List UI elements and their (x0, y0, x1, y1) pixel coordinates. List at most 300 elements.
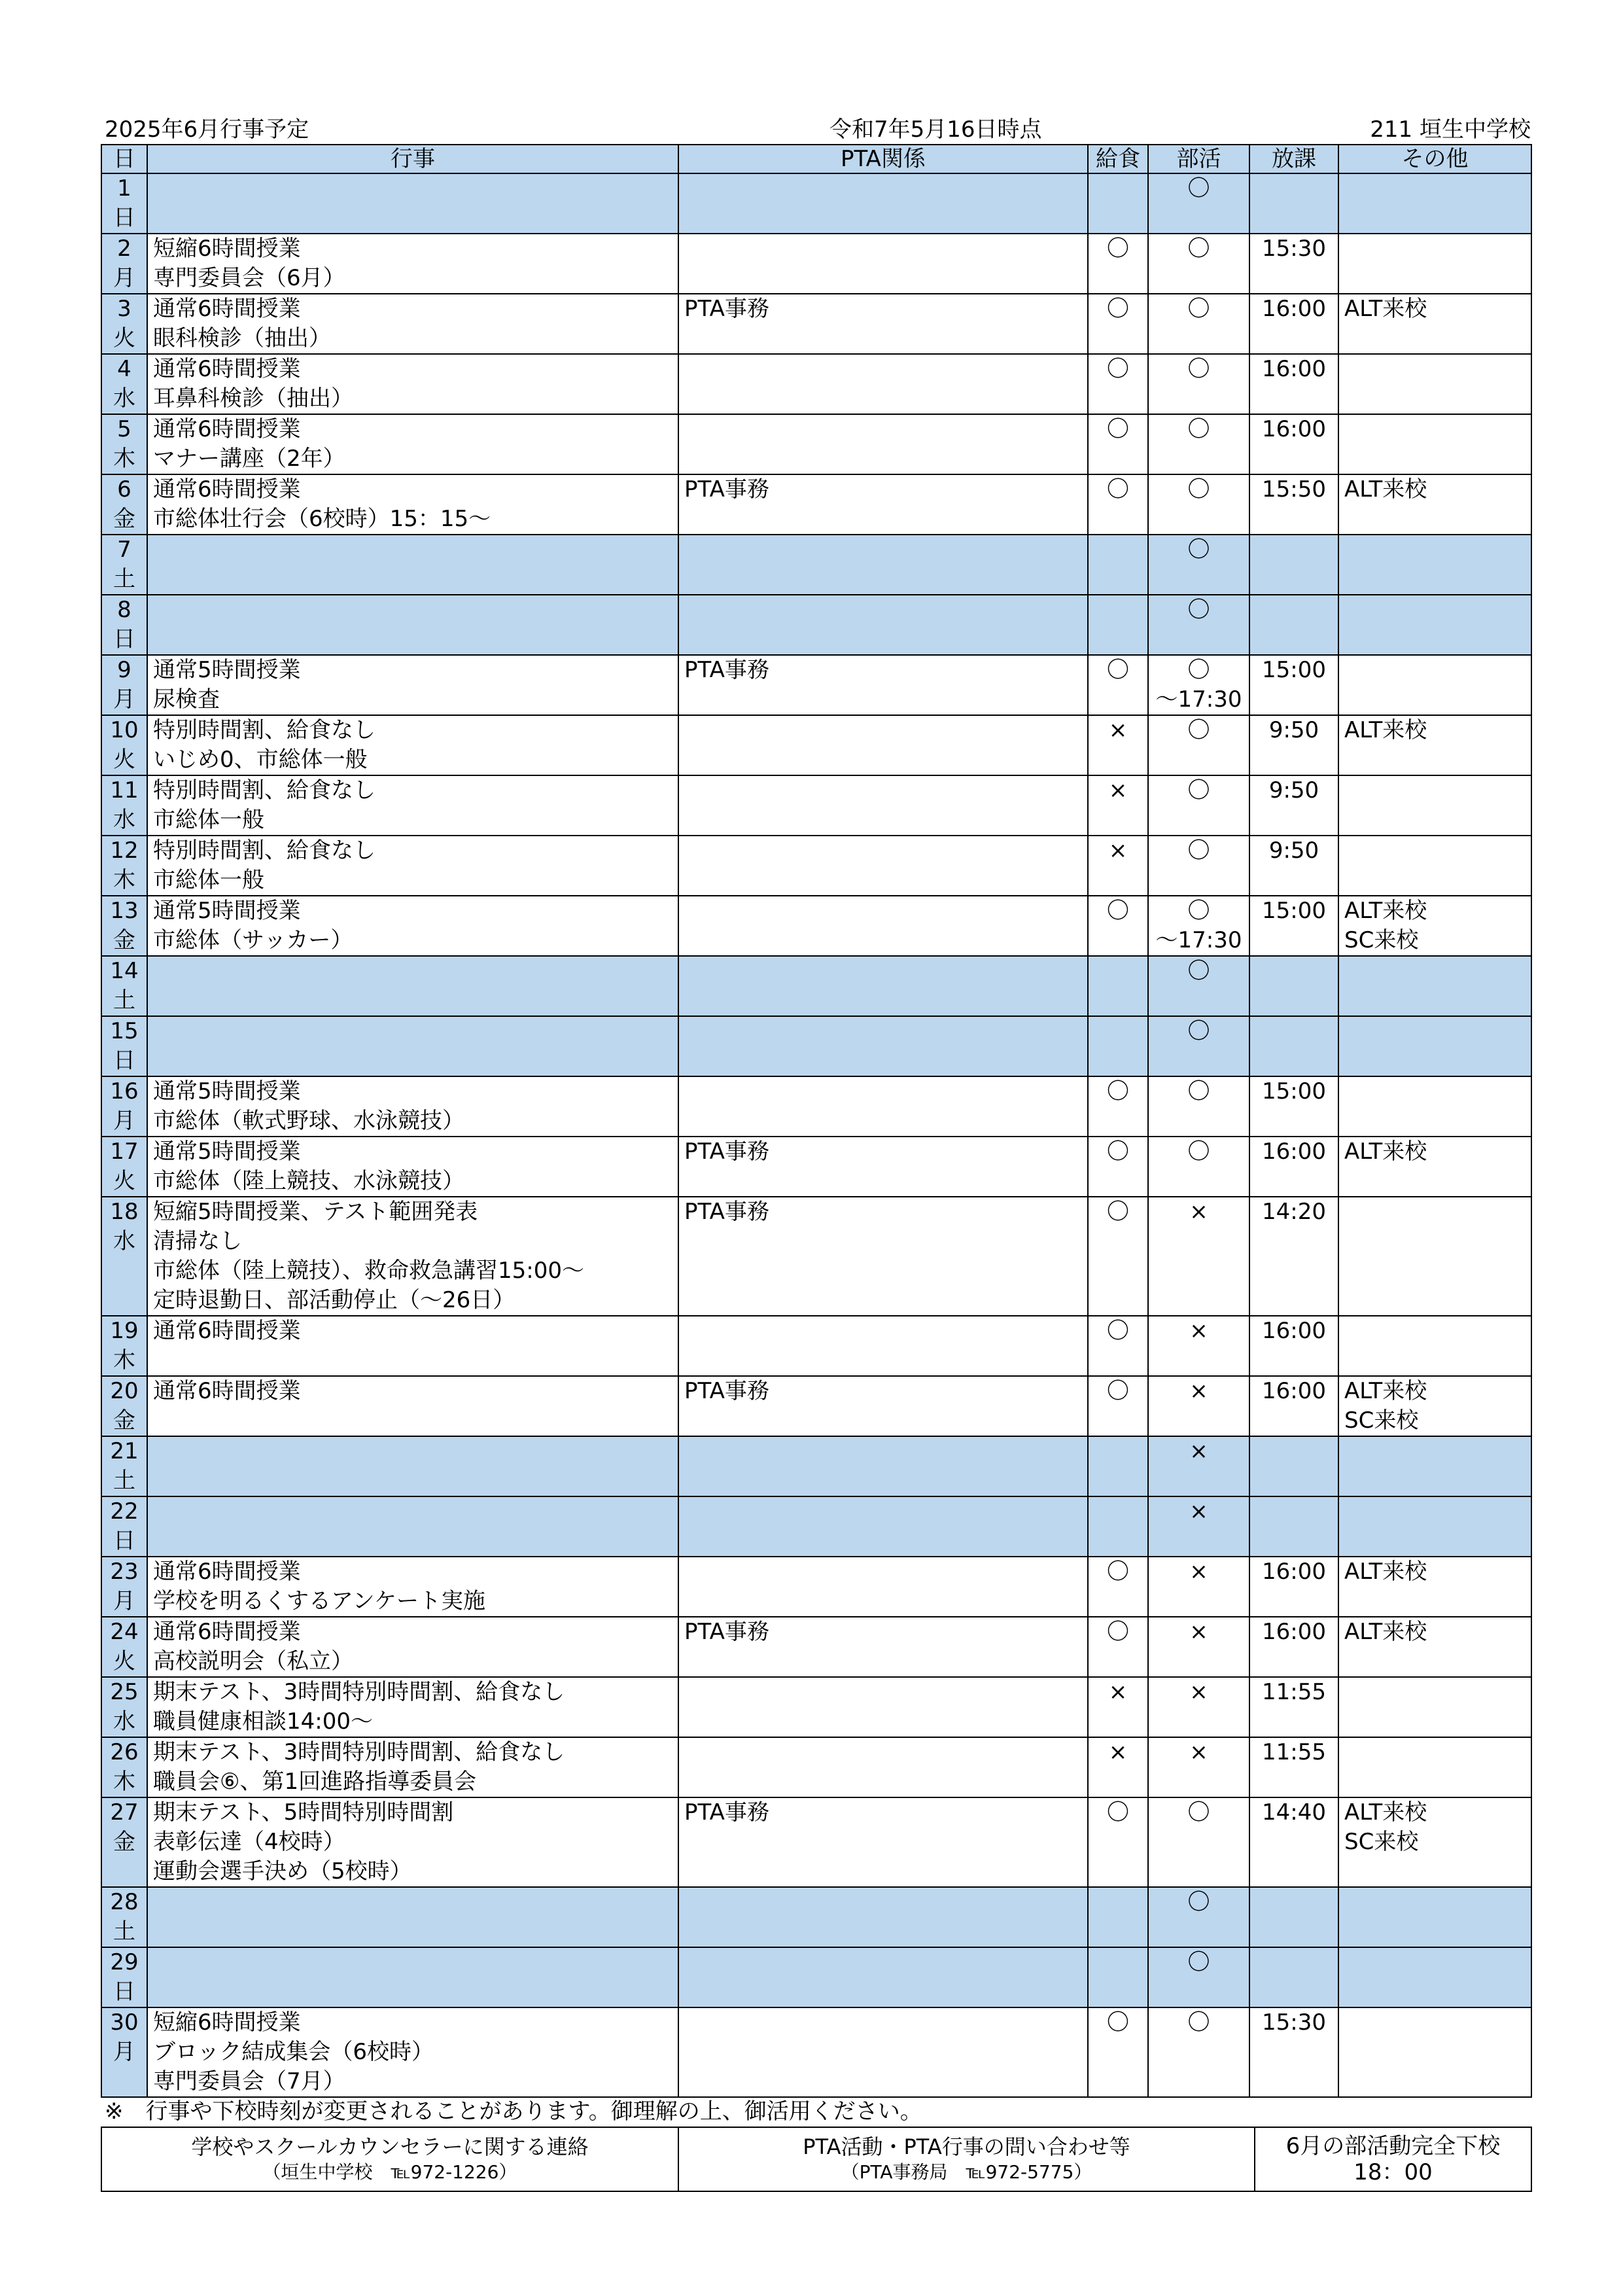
day-number: 23 (110, 1559, 139, 1585)
col-header-pta: PTA関係 (678, 145, 1088, 173)
dismissal-cell (1249, 1436, 1338, 1496)
event-cell (147, 2007, 678, 2097)
event-line: 通常6時間授業 (153, 1318, 301, 1344)
club-cell (1148, 1436, 1249, 1496)
club-line: 〇 (1187, 1139, 1210, 1165)
event-line: 市総体（陸上競技）、救命救急講習15:00～ (153, 1258, 584, 1284)
weekday: 金 (113, 506, 135, 532)
weekday: 月 (113, 1588, 135, 1614)
club-line: ～17:30 (1155, 686, 1242, 713)
pta-cell (678, 1496, 1088, 1557)
event-line: 定時退勤日、部活動停止（～26日） (153, 1287, 515, 1313)
club-cell (1148, 1947, 1249, 2007)
as-of-date: 令和7年5月16日時点 (829, 116, 1042, 143)
lunch-cell: 〇 (1088, 1137, 1148, 1197)
day-cell (101, 775, 147, 836)
other-line: ALT来校 (1344, 1378, 1427, 1404)
other-cell (1338, 1617, 1531, 1677)
dismissal-cell: 14:40 (1249, 1797, 1338, 1887)
day-number: 5 (117, 416, 131, 442)
other-cell (1338, 1016, 1531, 1076)
dismissal-cell (1249, 535, 1338, 595)
dismissal-cell: 15:30 (1249, 234, 1338, 294)
lunch-cell: 〇 (1088, 1797, 1148, 1887)
event-cell (147, 1557, 678, 1617)
other-cell (1338, 836, 1531, 896)
dismissal-cell: 16:00 (1249, 1557, 1338, 1617)
dismissal-cell: 16:00 (1249, 1137, 1338, 1197)
event-line: 通常6時間授業 (153, 1559, 301, 1585)
weekday: 水 (113, 807, 135, 833)
day-cell (101, 1316, 147, 1376)
event-line: 通常5時間授業 (153, 898, 301, 924)
table-row (101, 836, 1531, 896)
col-header-other: その他 (1338, 145, 1531, 173)
event-line: 期末テスト、3時間特別時間割、給食なし (153, 1679, 565, 1705)
table-row (101, 1557, 1531, 1617)
lunch-cell (1088, 535, 1148, 595)
event-line: 期末テスト、3時間特別時間割、給食なし (153, 1739, 565, 1765)
lunch-cell (1088, 1887, 1148, 1947)
schedule-body (101, 173, 1531, 2097)
day-number: 8 (117, 597, 131, 623)
event-line: 市総体（陸上競技、水泳競技） (153, 1168, 464, 1194)
day-cell (101, 595, 147, 655)
event-line: 通常5時間授業 (153, 1078, 301, 1104)
weekday: 金 (113, 1407, 135, 1434)
table-row (101, 1677, 1531, 1737)
dismissal-cell: 14:20 (1249, 1197, 1338, 1316)
lunch-cell (1088, 956, 1148, 1016)
lunch-cell (1088, 1947, 1148, 2007)
weekday: 月 (113, 2039, 135, 2065)
event-cell (147, 173, 678, 234)
day-cell (101, 655, 147, 715)
dismissal-cell: 15:50 (1249, 474, 1338, 535)
dismissal-cell: 11:55 (1249, 1677, 1338, 1737)
table-row (101, 354, 1531, 414)
table-row (101, 2007, 1531, 2097)
other-cell (1338, 1436, 1531, 1496)
event-cell (147, 535, 678, 595)
other-line: ALT来校 (1344, 717, 1427, 743)
schedule-table (101, 144, 1532, 2098)
table-row (101, 715, 1531, 775)
other-line: ALT来校 (1344, 1139, 1427, 1165)
day-cell (101, 474, 147, 535)
club-end-time: 18：00 (1353, 2159, 1433, 2185)
club-cell (1148, 1887, 1249, 1947)
event-cell (147, 896, 678, 956)
dismissal-cell: 15:00 (1249, 896, 1338, 956)
event-cell (147, 1947, 678, 2007)
pta-cell (678, 173, 1088, 234)
table-row (101, 1617, 1531, 1677)
lunch-cell: × (1088, 1677, 1148, 1737)
lunch-cell (1088, 1016, 1148, 1076)
event-cell (147, 1436, 678, 1496)
pta-cell (678, 1436, 1088, 1496)
club-line: 〇 (1187, 175, 1210, 202)
club-line: 〇 (1187, 717, 1210, 743)
pta-cell (678, 2007, 1088, 2097)
lunch-cell: × (1088, 1737, 1148, 1797)
lunch-cell: 〇 (1088, 234, 1148, 294)
table-row (101, 1797, 1531, 1887)
club-line: × (1189, 1619, 1208, 1645)
event-cell (147, 775, 678, 836)
dismissal-cell: 16:00 (1249, 294, 1338, 354)
lunch-cell: 〇 (1088, 655, 1148, 715)
event-cell (147, 715, 678, 775)
event-line: 通常6時間授業 (153, 296, 301, 322)
club-line: 〇 (1187, 2009, 1210, 2036)
day-number: 27 (110, 1799, 139, 1826)
pta-cell (678, 1947, 1088, 2007)
club-cell (1148, 1557, 1249, 1617)
day-cell (101, 1617, 147, 1677)
school-contact-box (101, 2127, 678, 2191)
other-cell (1338, 775, 1531, 836)
weekday: 水 (113, 385, 135, 412)
other-cell (1338, 655, 1531, 715)
event-line: 専門委員会（6月） (153, 265, 345, 291)
event-line: 短縮5時間授業、テスト範囲発表 (153, 1199, 478, 1225)
club-line: × (1189, 1199, 1208, 1225)
dismissal-cell (1249, 173, 1338, 234)
weekday: 火 (113, 1648, 135, 1674)
club-line: 〇 (1187, 1949, 1210, 1975)
other-cell (1338, 1376, 1531, 1436)
table-row (101, 595, 1531, 655)
event-cell (147, 836, 678, 896)
day-cell (101, 956, 147, 1016)
lunch-cell (1088, 173, 1148, 234)
table-row (101, 1376, 1531, 1436)
club-line: × (1189, 1679, 1208, 1705)
weekday: 金 (113, 1829, 135, 1855)
table-row (101, 474, 1531, 535)
pta-cell (678, 414, 1088, 474)
pta-cell (678, 535, 1088, 595)
club-line: 〇 (1187, 958, 1210, 984)
day-number: 22 (110, 1498, 139, 1525)
day-number: 25 (110, 1679, 139, 1705)
event-cell (147, 1677, 678, 1737)
day-cell (101, 1197, 147, 1316)
event-line: 清掃なし (153, 1228, 242, 1254)
event-cell (147, 1737, 678, 1797)
event-line: 運動会選手決め（5校時） (153, 1858, 412, 1884)
day-cell (101, 354, 147, 414)
club-line: 〇 (1187, 356, 1210, 382)
weekday: 日 (113, 1048, 135, 1074)
day-number: 10 (110, 717, 139, 743)
pta-cell: PTA事務 (678, 1617, 1088, 1677)
table-row (101, 1016, 1531, 1076)
col-header-lunch: 給食 (1088, 145, 1148, 173)
lunch-cell: 〇 (1088, 2007, 1148, 2097)
other-cell (1338, 1076, 1531, 1137)
day-cell (101, 1887, 147, 1947)
other-cell (1338, 896, 1531, 956)
club-line: × (1189, 1739, 1208, 1765)
lunch-cell: × (1088, 715, 1148, 775)
event-cell (147, 595, 678, 655)
other-cell (1338, 1947, 1531, 2007)
club-cell (1148, 294, 1249, 354)
pta-cell: PTA事務 (678, 1376, 1088, 1436)
club-line: 〇 (1187, 296, 1210, 322)
event-line: 表彰伝達（4校時） (153, 1829, 345, 1855)
club-line: 〇 (1187, 838, 1210, 864)
event-cell (147, 414, 678, 474)
col-header-dismissal: 放課 (1249, 145, 1338, 173)
event-line: 特別時間割、給食なし (153, 717, 375, 743)
other-line: ALT来校 (1344, 1559, 1427, 1585)
day-number: 20 (110, 1378, 139, 1404)
col-header-event: 行事 (147, 145, 678, 173)
day-number: 14 (110, 958, 139, 984)
pta-cell (678, 595, 1088, 655)
lunch-cell: 〇 (1088, 354, 1148, 414)
other-cell (1338, 595, 1531, 655)
club-line: 〇 (1187, 236, 1210, 262)
dismissal-cell: 16:00 (1249, 414, 1338, 474)
table-row (101, 896, 1531, 956)
day-cell (101, 173, 147, 234)
weekday: 木 (113, 867, 135, 893)
table-row (101, 956, 1531, 1016)
club-cell (1148, 715, 1249, 775)
club-cell (1148, 775, 1249, 836)
pta-cell (678, 775, 1088, 836)
table-row (101, 1197, 1531, 1316)
event-line: 短縮6時間授業 (153, 2009, 301, 2036)
club-cell (1148, 474, 1249, 535)
event-line: 期末テスト、5時間特別時間割 (153, 1799, 454, 1826)
pta-contact-box (678, 2127, 1255, 2191)
day-cell (101, 414, 147, 474)
table-row (101, 1436, 1531, 1496)
club-line: 〇 (1187, 476, 1210, 503)
day-cell (101, 2007, 147, 2097)
club-cell (1148, 1737, 1249, 1797)
other-line: SC来校 (1344, 927, 1419, 953)
table-row (101, 294, 1531, 354)
pta-contact-title: PTA活動・PTA行事の問い合わせ等 (803, 2134, 1130, 2159)
table-row (101, 775, 1531, 836)
club-cell (1148, 956, 1249, 1016)
lunch-cell: × (1088, 775, 1148, 836)
weekday: 日 (113, 1528, 135, 1554)
weekday: 木 (113, 1769, 135, 1795)
event-cell (147, 474, 678, 535)
other-cell (1338, 2007, 1531, 2097)
other-cell (1338, 1137, 1531, 1197)
club-end-box (1255, 2127, 1531, 2191)
lunch-cell: 〇 (1088, 414, 1148, 474)
day-number: 16 (110, 1078, 139, 1104)
weekday: 金 (113, 927, 135, 953)
event-cell (147, 655, 678, 715)
weekday: 土 (113, 987, 135, 1014)
day-cell (101, 836, 147, 896)
pta-cell: PTA事務 (678, 1197, 1088, 1316)
page-title: 2025年6月行事予定 (105, 116, 309, 143)
event-line: 通常5時間授業 (153, 1139, 301, 1165)
dismissal-cell (1249, 1496, 1338, 1557)
day-number: 2 (117, 236, 131, 262)
club-line: × (1189, 1378, 1208, 1404)
dismissal-cell: 11:55 (1249, 1737, 1338, 1797)
pta-cell (678, 1316, 1088, 1376)
club-line: ～17:30 (1155, 927, 1242, 953)
other-cell (1338, 173, 1531, 234)
lunch-cell: 〇 (1088, 1076, 1148, 1137)
event-cell (147, 294, 678, 354)
day-number: 9 (117, 657, 131, 683)
table-row (101, 1316, 1531, 1376)
day-cell (101, 1137, 147, 1197)
other-cell (1338, 1677, 1531, 1737)
weekday: 月 (113, 265, 135, 291)
other-cell (1338, 715, 1531, 775)
table-header-row (101, 145, 1531, 173)
day-number: 30 (110, 2009, 139, 2036)
day-cell (101, 1376, 147, 1436)
day-number: 29 (110, 1949, 139, 1975)
dismissal-cell (1249, 1016, 1338, 1076)
club-cell (1148, 1376, 1249, 1436)
event-cell (147, 354, 678, 414)
other-line: ALT来校 (1344, 898, 1427, 924)
dismissal-cell: 16:00 (1249, 1376, 1338, 1436)
club-line: 〇 (1187, 898, 1210, 924)
dismissal-cell: 16:00 (1249, 1316, 1338, 1376)
other-cell (1338, 474, 1531, 535)
pta-cell (678, 1737, 1088, 1797)
event-line: 職員健康相談14:00～ (153, 1708, 373, 1735)
club-cell (1148, 1496, 1249, 1557)
weekday: 水 (113, 1708, 135, 1735)
club-cell (1148, 234, 1249, 294)
dismissal-cell: 16:00 (1249, 1617, 1338, 1677)
event-cell (147, 1137, 678, 1197)
weekday: 月 (113, 1108, 135, 1134)
weekday: 土 (113, 566, 135, 592)
weekday: 火 (113, 747, 135, 773)
day-cell (101, 1496, 147, 1557)
event-line: 通常6時間授業 (153, 416, 301, 442)
club-cell (1148, 535, 1249, 595)
day-number: 13 (110, 898, 139, 924)
lunch-cell: × (1088, 836, 1148, 896)
pta-cell (678, 1887, 1088, 1947)
event-cell (147, 1617, 678, 1677)
other-line: SC来校 (1344, 1829, 1419, 1855)
school-contact-title: 学校やスクールカウンセラーに関する連絡 (191, 2134, 589, 2159)
event-line: 耳鼻科検診（抽出） (153, 385, 353, 412)
club-line: 〇 (1187, 777, 1210, 804)
col-header-club: 部活 (1148, 145, 1249, 173)
club-line: 〇 (1187, 537, 1210, 563)
weekday: 木 (113, 446, 135, 472)
pta-cell (678, 1016, 1088, 1076)
day-number: 6 (117, 476, 131, 503)
other-cell (1338, 414, 1531, 474)
pta-cell: PTA事務 (678, 294, 1088, 354)
day-number: 11 (110, 777, 139, 804)
day-cell (101, 1557, 147, 1617)
club-line: 〇 (1187, 597, 1210, 623)
club-line: × (1189, 1498, 1208, 1525)
event-cell (147, 1887, 678, 1947)
event-line: マナー講座（2年） (153, 446, 345, 472)
event-cell (147, 1316, 678, 1376)
club-cell (1148, 354, 1249, 414)
other-cell (1338, 956, 1531, 1016)
weekday: 日 (113, 1979, 135, 2005)
club-line: 〇 (1187, 657, 1210, 683)
other-cell (1338, 1316, 1531, 1376)
weekday: 日 (113, 205, 135, 231)
pta-cell: PTA事務 (678, 474, 1088, 535)
other-cell (1338, 1496, 1531, 1557)
event-line: 尿検査 (153, 686, 220, 713)
club-cell (1148, 1197, 1249, 1316)
weekday: 火 (113, 325, 135, 351)
day-number: 12 (110, 838, 139, 864)
other-line: SC来校 (1344, 1407, 1419, 1434)
club-cell (1148, 1137, 1249, 1197)
club-line: 〇 (1187, 1889, 1210, 1915)
day-cell (101, 1076, 147, 1137)
other-cell (1338, 1197, 1531, 1316)
event-line: 通常6時間授業 (153, 1619, 301, 1645)
club-line: 〇 (1187, 1078, 1210, 1104)
other-cell (1338, 1737, 1531, 1797)
day-number: 24 (110, 1619, 139, 1645)
other-cell (1338, 1797, 1531, 1887)
pta-cell: PTA事務 (678, 655, 1088, 715)
club-line: × (1189, 1438, 1208, 1464)
col-header-day: 日 (101, 145, 147, 173)
dismissal-cell (1249, 956, 1338, 1016)
other-line: ALT来校 (1344, 296, 1427, 322)
table-row (101, 414, 1531, 474)
club-cell (1148, 1617, 1249, 1677)
contact-footer (101, 2127, 1532, 2192)
club-cell (1148, 1677, 1249, 1737)
pta-cell (678, 1076, 1088, 1137)
other-line: ALT来校 (1344, 1619, 1427, 1645)
dismissal-cell: 15:00 (1249, 1076, 1338, 1137)
school-name: 211 垣生中学校 (1370, 116, 1531, 143)
lunch-cell: 〇 (1088, 1197, 1148, 1316)
table-row (101, 234, 1531, 294)
event-cell (147, 1016, 678, 1076)
event-line: 通常6時間授業 (153, 356, 301, 382)
event-line: 高校説明会（私立） (153, 1648, 353, 1674)
event-cell (147, 1197, 678, 1316)
other-cell (1338, 294, 1531, 354)
pta-cell (678, 896, 1088, 956)
table-row (101, 1737, 1531, 1797)
day-cell (101, 234, 147, 294)
table-row (101, 655, 1531, 715)
club-cell (1148, 1797, 1249, 1887)
